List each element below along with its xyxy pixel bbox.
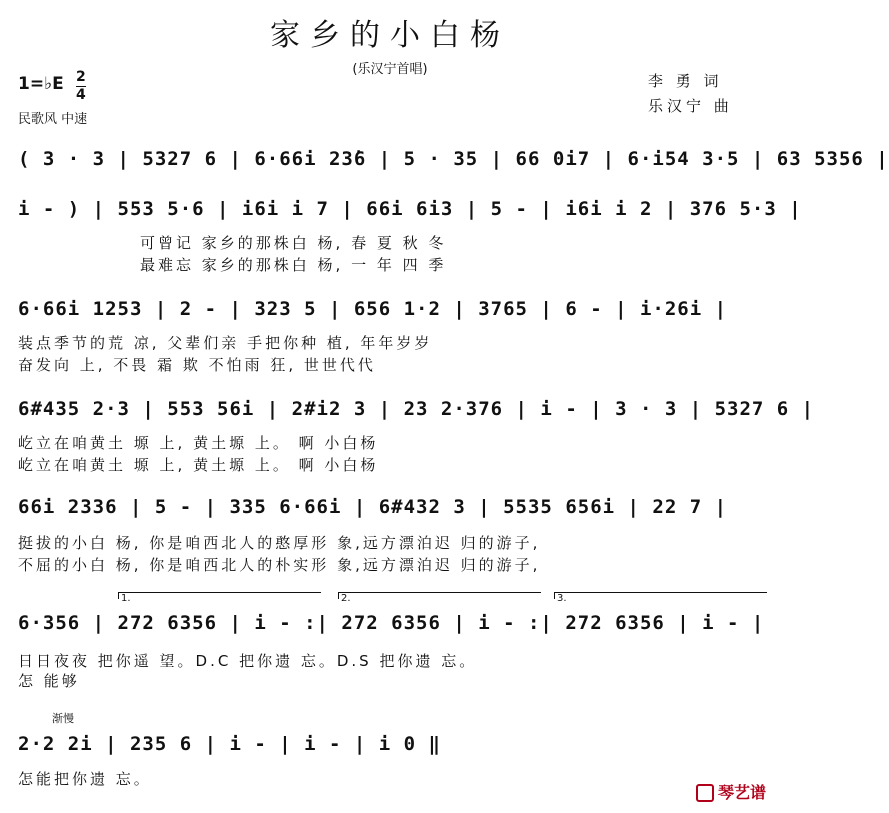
score-system-7 — [18, 725, 488, 765]
key-signature: 1=♭E — [18, 74, 64, 94]
volta-ending-1: 1. — [118, 592, 321, 599]
lyrics-verse-1: 可曾记 家乡的那株白 杨, 春 夏 秋 冬 — [140, 234, 447, 252]
lyrics-verse-2: 屹立在咱黄土 塬 上, 黄土塬 上。 啊 小白杨 — [18, 456, 379, 474]
notes-line: 6#435 2·3 | 553 56i | 2#i2 3 | 23 2·376 | i - | 3 · 3 | 5327 6 | — [18, 398, 815, 420]
style-tempo: 民歌风 中速 — [18, 112, 88, 127]
time-bottom: 4 — [76, 87, 86, 103]
lyrics-verse-1: 挺拔的小白 杨, 你是咱西北人的憨厚形 象,远方漂泊迟 归的游子, — [18, 534, 541, 552]
score-system-3 — [18, 290, 768, 330]
time-signature — [76, 70, 86, 103]
score-system-2 — [18, 190, 802, 230]
tempo-mark: 渐慢 — [52, 712, 74, 725]
composer: 乐汉宁 曲 — [648, 97, 733, 115]
song-subtitle: (乐汉宁首唱) — [352, 62, 428, 77]
notes-line: ( 3 · 3 | 5327 6 | 6·66i 23̇6 | 5 · 35 | 66 0i7 | 6·i54 3·5 | 63 5356 | — [18, 148, 889, 170]
notes-line: 6·66i 1253 | 2 - | 323 5 | 656 1·2 | 3765 | 6 - | i·26i | — [18, 298, 728, 320]
site-logo — [696, 780, 766, 803]
notes-line: 2·2 2i | 235 6 | i - | i - | i 0 ‖ — [18, 733, 441, 755]
score-system-6 — [18, 593, 768, 644]
time-top: 2 — [76, 69, 86, 85]
lyricist: 李 勇 词 — [648, 72, 723, 90]
score-system-5 — [18, 488, 768, 528]
volta-ending-3: 3. — [554, 592, 767, 599]
notes-line: 66i 2336 | 5 - | 335 6·66i | 6#432 3 | 5535 656i | 22 7 | — [18, 496, 728, 518]
volta-ending-2: 2. — [338, 592, 541, 599]
lyrics-verse-2: 怎 能够 — [18, 672, 80, 690]
lyrics-verse-2: 最难忘 家乡的那株白 杨, 一 年 四 季 — [140, 256, 447, 274]
lyrics-verse-2: 不屈的小白 杨, 你是咱西北人的朴实形 象,远方漂泊迟 归的游子, — [18, 556, 541, 574]
lyrics-verse-1: 怎能把你遗 忘。 — [18, 770, 152, 788]
lyrics-verse-1: 装点季节的荒 凉, 父辈们亲 手把你种 植, 年年岁岁 — [18, 334, 433, 352]
score-system-4 — [18, 390, 815, 430]
logo-icon — [696, 784, 714, 802]
score-system-1 — [18, 140, 889, 180]
notes-line: i - ) | 553 5·6 | i6i i 7 | 66i 6i3 | 5 - | i6i i 2 | 376 5·3 | — [18, 198, 802, 220]
song-title: 家乡的小白杨 — [270, 18, 510, 53]
notes-line: 6·356 | 272 6356 | i - :| 272 6356 | i - :| 272 6356 | i - | — [18, 612, 765, 634]
lyrics-verse-1: 日日夜夜 把你遥 望。D.C 把你遗 忘。D.S 把你遗 忘。 — [18, 652, 478, 670]
lyrics-verse-1: 屹立在咱黄土 塬 上, 黄土塬 上。 啊 小白杨 — [18, 434, 379, 452]
lyrics-verse-2: 奋发向 上, 不畏 霜 欺 不怕雨 狂, 世世代代 — [18, 356, 376, 374]
logo-text: 琴艺谱 — [717, 783, 766, 802]
